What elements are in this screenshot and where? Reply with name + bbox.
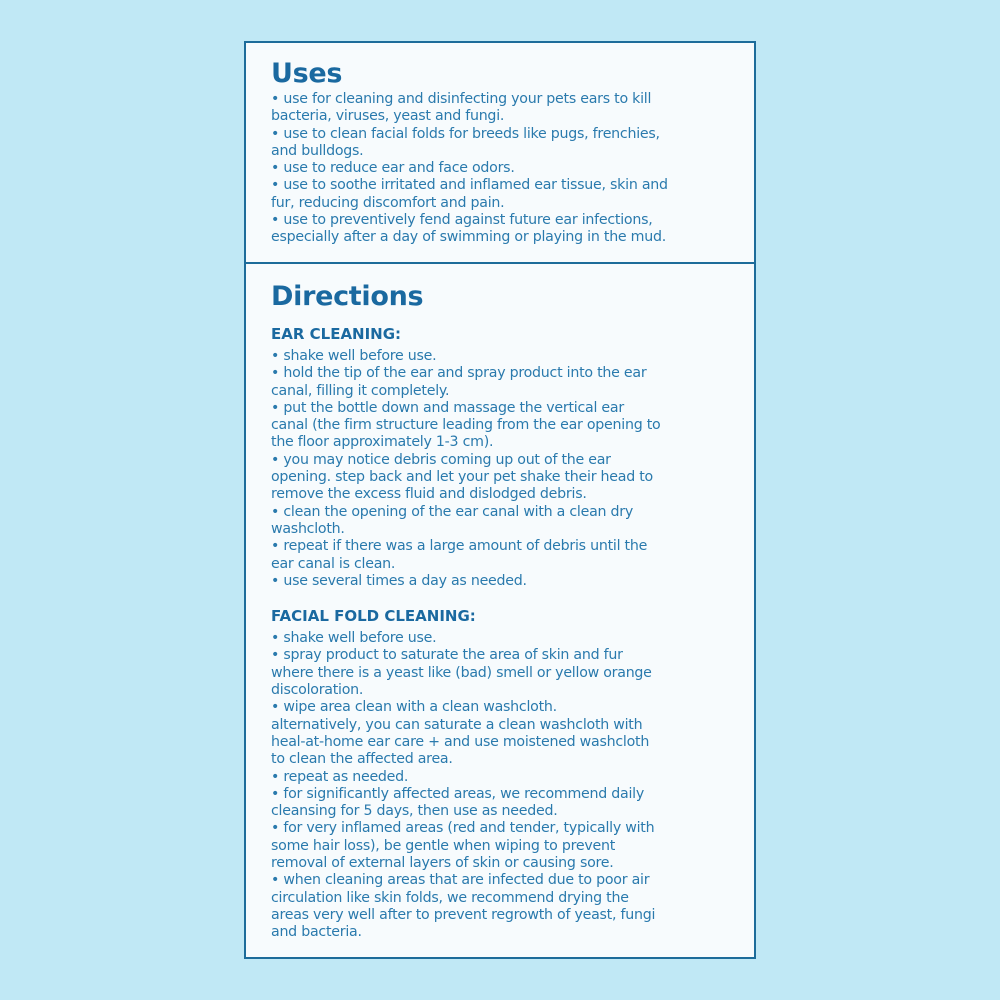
uses-section xyxy=(246,43,754,264)
ear-cleaning-line: • use several times a day as needed. xyxy=(271,572,527,589)
uses-line: • use to clean facial folds for breeds like pugs, frenchies, xyxy=(271,125,660,142)
instructions-card xyxy=(244,41,756,959)
ear-cleaning-line: • shake well before use. xyxy=(271,348,437,364)
ear-cleaning-line: washcloth. xyxy=(271,520,345,537)
directions-heading: Directions xyxy=(271,281,424,312)
ear-cleaning-line: • clean the opening of the ear canal with a clean dry xyxy=(271,503,634,520)
facial-fold-line: • for significantly affected areas, we recommend daily xyxy=(271,785,644,802)
ear-cleaning-line: remove the excess fluid and dislodged debris. xyxy=(271,486,587,503)
ear-cleaning-line: ear canal is clean. xyxy=(271,555,396,572)
facial-fold-line: • shake well before use. xyxy=(271,630,437,647)
ear-cleaning-line: • repeat if there was a large amount of debris until the xyxy=(271,538,648,555)
ear-cleaning-line: canal (the firm structure leading from the ear opening to xyxy=(271,417,661,434)
facial-fold-line: • for very inflamed areas (red and tender, typically with xyxy=(271,820,655,837)
facial-fold-line: and bacteria. xyxy=(271,924,362,941)
facial-fold-line: where there is a yeast like (bad) smell or yellow orange xyxy=(271,664,652,681)
uses-line: • use for cleaning and disinfecting your pets ears to kill xyxy=(271,91,652,107)
facial-fold-cleaning-heading: FACIAL FOLD CLEANING: xyxy=(271,607,476,626)
uses-text xyxy=(271,91,734,247)
ear-cleaning-line: canal, filling it completely. xyxy=(271,382,450,399)
uses-line: bacteria, viruses, yeast and fungi. xyxy=(271,108,505,125)
facial-fold-line: cleansing for 5 days, then use as needed. xyxy=(271,803,558,820)
facial-fold-line: to clean the affected area. xyxy=(271,751,453,768)
ear-cleaning-heading: EAR CLEANING: xyxy=(271,325,402,343)
uses-line: fur, reducing discomfort and pain. xyxy=(271,194,505,211)
ear-cleaning-text xyxy=(271,348,740,590)
ear-cleaning-line: opening. step back and let your pet shake their head to xyxy=(271,469,653,486)
ear-cleaning-line: • you may notice debris coming up out of the ear xyxy=(271,451,611,468)
uses-line: • use to soothe irritated and inflamed ear tissue, skin and xyxy=(271,177,668,194)
facial-fold-line: • when cleaning areas that are infected due to poor air xyxy=(271,872,650,889)
ear-cleaning-line: • put the bottle down and massage the vertical ear xyxy=(271,399,624,416)
facial-fold-line: alternatively, you can saturate a clean washcloth with xyxy=(271,716,643,733)
facial-fold-line: discoloration. xyxy=(271,682,364,699)
facial-fold-line: circulation like skin folds, we recommend drying the xyxy=(271,889,629,906)
uses-line: • use to reduce ear and face odors. xyxy=(271,160,515,177)
facial-fold-line: some hair loss), be gentle when wiping to prevent xyxy=(271,837,616,854)
uses-line: • use to preventively fend against future ear infections, xyxy=(271,212,653,229)
uses-heading: Uses xyxy=(271,58,343,89)
facial-fold-cleaning-text xyxy=(271,630,740,941)
ear-cleaning-line: • hold the tip of the ear and spray product into the ear xyxy=(271,365,647,382)
facial-fold-line: • wipe area clean with a clean washcloth. xyxy=(271,699,557,716)
facial-fold-line: removal of external layers of skin or causing sore. xyxy=(271,855,614,872)
facial-fold-line: heal-at-home ear care + and use moistened washcloth xyxy=(271,733,650,750)
uses-line: especially after a day of swimming or playing in the mud. xyxy=(271,229,666,246)
facial-fold-line: areas very well after to prevent regrowth of yeast, fungi xyxy=(271,906,656,923)
facial-fold-line: • spray product to saturate the area of skin and fur xyxy=(271,647,623,664)
facial-fold-line: • repeat as needed. xyxy=(271,768,409,785)
directions-section xyxy=(246,266,754,942)
uses-line: and bulldogs. xyxy=(271,142,364,159)
ear-cleaning-line: the floor approximately 1-3 cm). xyxy=(271,434,494,451)
